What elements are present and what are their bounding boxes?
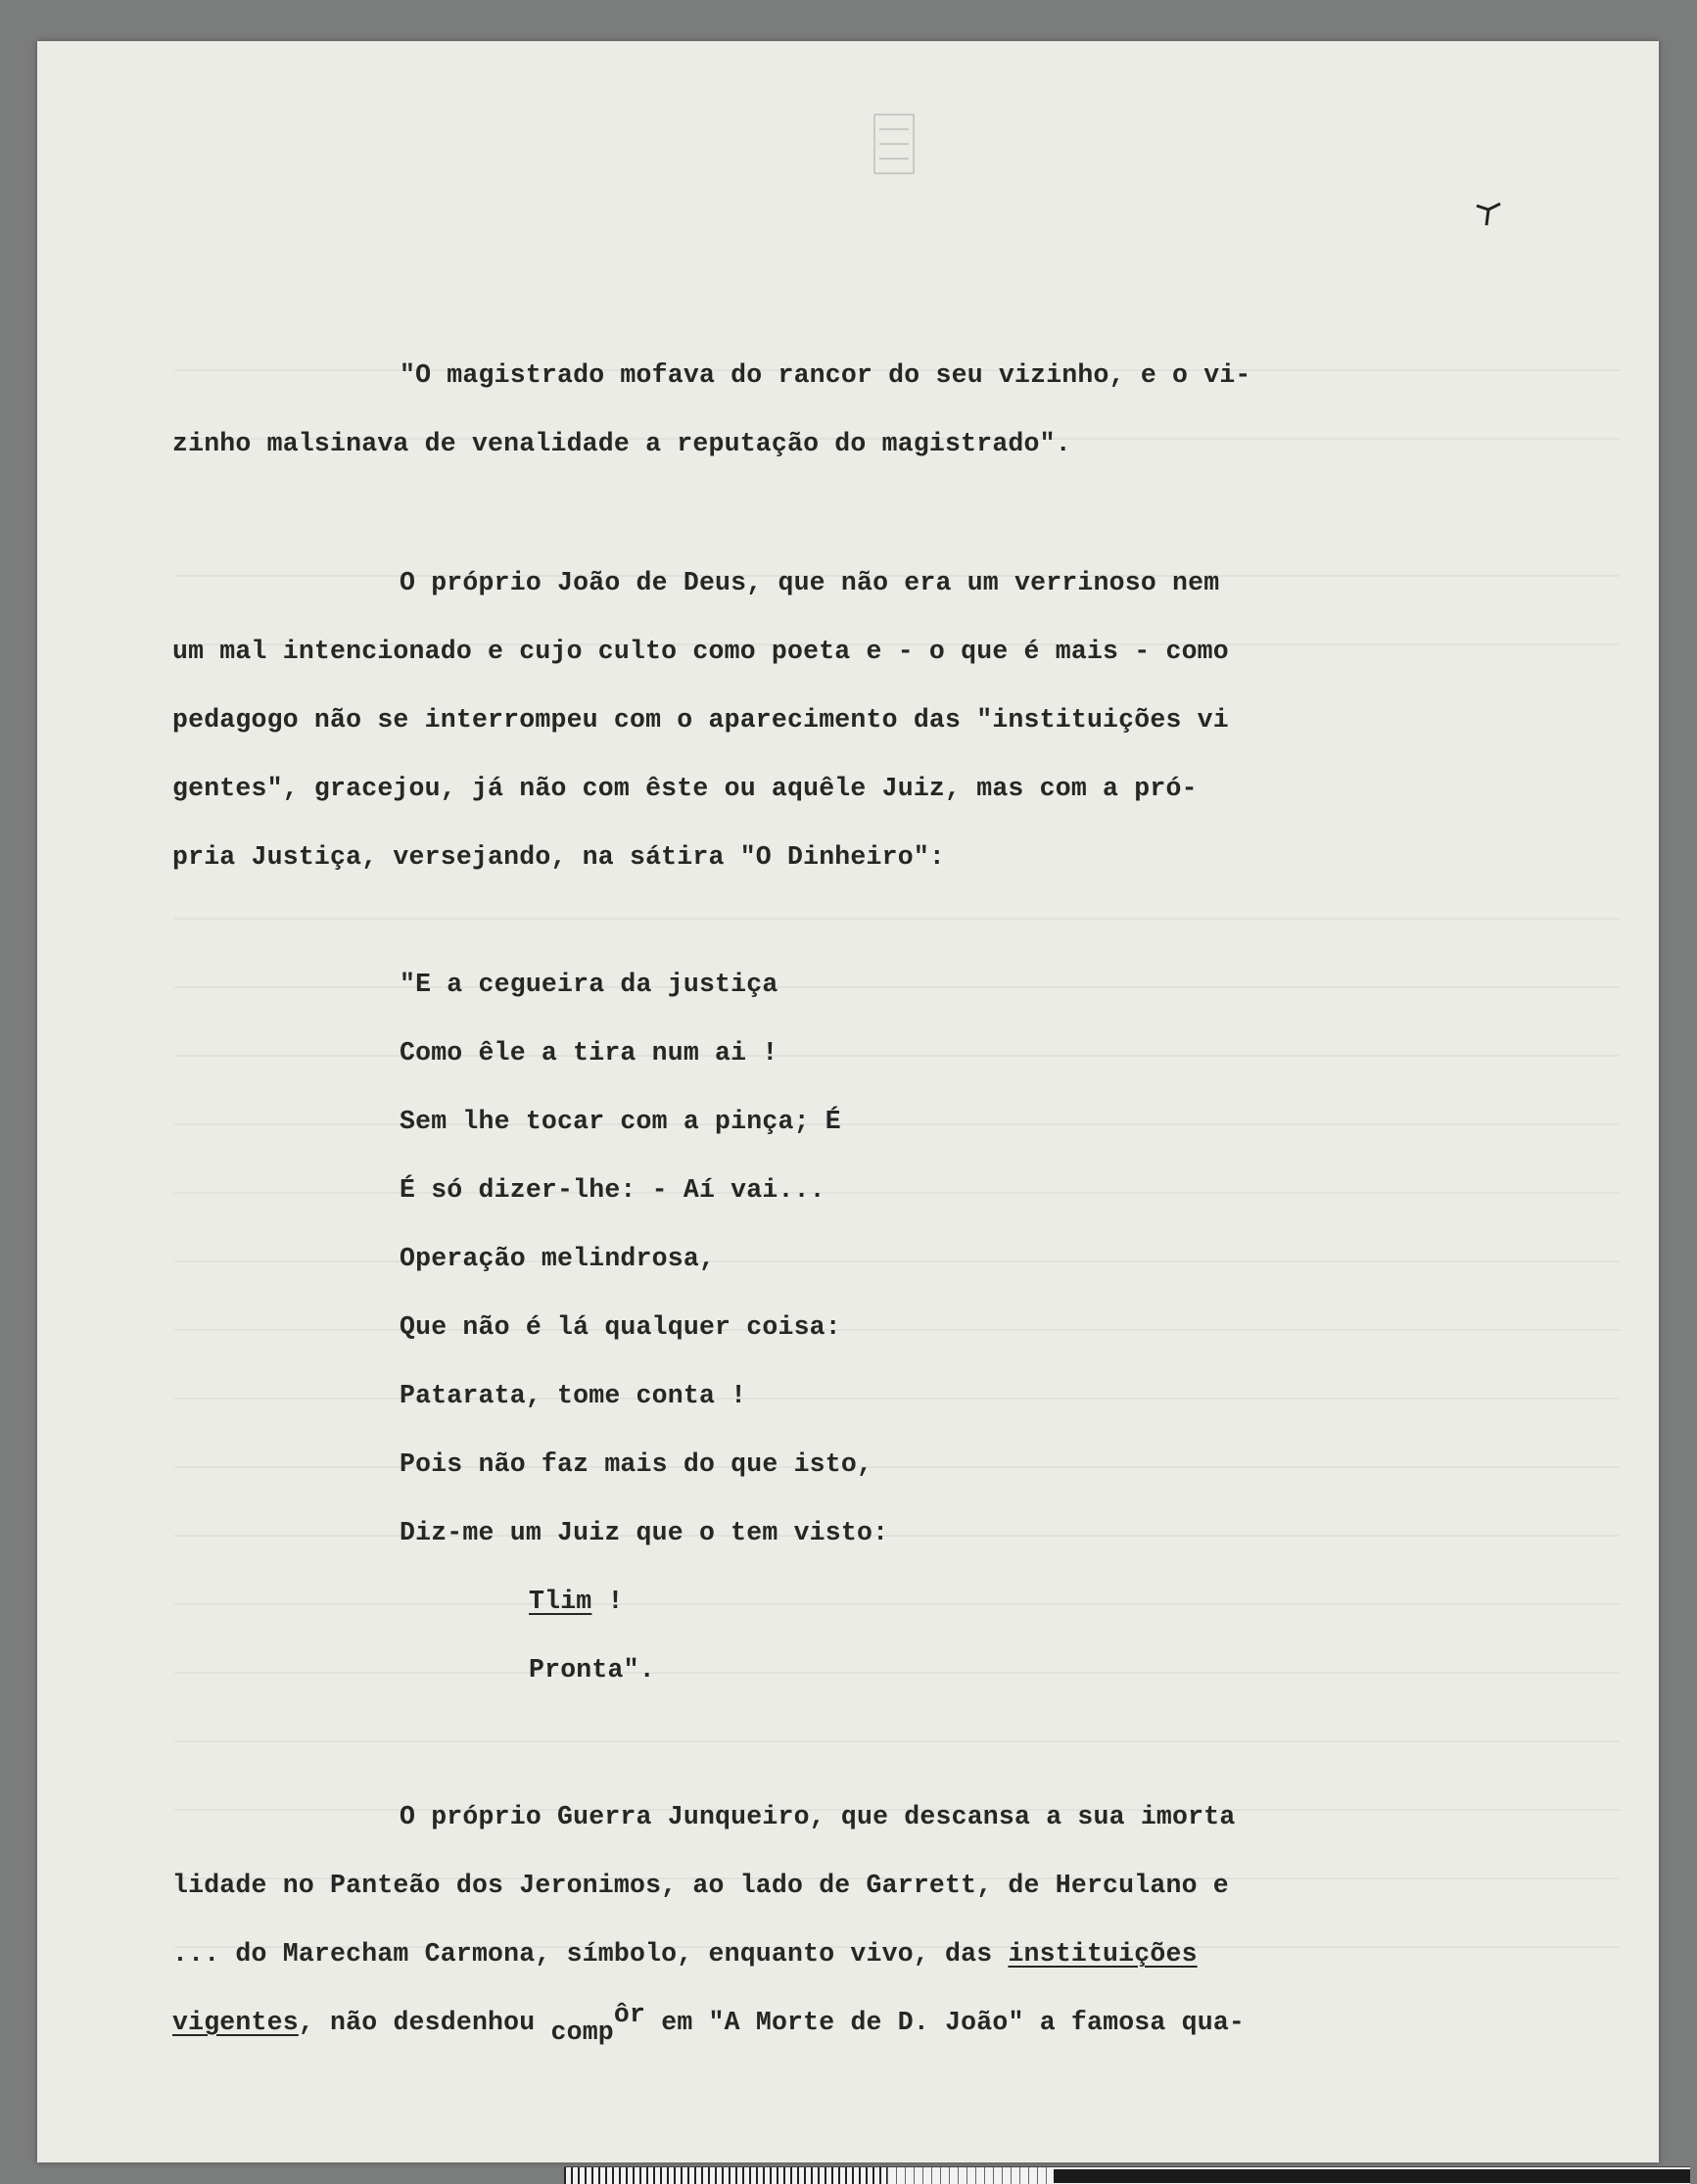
- calibration-ruler: [564, 2166, 1690, 2184]
- poem-line: Operação melindrosa,: [400, 1244, 716, 1273]
- underlined-phrase: vigentes: [172, 2008, 299, 2037]
- poem-line: "E a cegueira da justiça: [400, 970, 778, 999]
- subscript-fragment: comp: [550, 2018, 614, 2047]
- text-line: lidade no Panteão dos Jeronimos, ao lado de Garrett, de Herculano e: [172, 1871, 1229, 1900]
- bleed-through-line: [174, 1260, 1620, 1262]
- poem-line: Sem lhe tocar com a pinça; É: [400, 1107, 841, 1136]
- seal-stamp-icon: [870, 110, 919, 178]
- text-line: [400, 1804, 1235, 1830]
- text-line: [172, 1941, 1198, 1968]
- poem-line: Como êle a tira num ai !: [400, 1038, 778, 1068]
- pen-mark-icon: [1475, 200, 1502, 227]
- ruler-fine-ticks: [887, 2167, 1054, 2184]
- text-fragment: O próprio Guerra Junqueiro, que descansa a sua imorta: [400, 1802, 1236, 1831]
- text-fragment: !: [591, 1587, 624, 1616]
- text-fragment: , não desdenhou: [298, 2008, 551, 2037]
- poem-line: Que não é lá qualquer coisa:: [400, 1312, 841, 1342]
- bleed-through-line: [174, 1192, 1620, 1194]
- text-fragment: em "A Morte de D. João" a famosa qua-: [645, 2008, 1246, 2037]
- text-line: um mal intencionado e cujo culto como poeta e - o que é mais - como: [172, 637, 1229, 666]
- bleed-through-line: [174, 1398, 1620, 1400]
- underlined-word: Tlim: [529, 1587, 592, 1616]
- bleed-through-line: [174, 1466, 1620, 1468]
- bleed-through-line: [174, 1329, 1620, 1331]
- text-line: pria Justiça, versejando, na sátira "O Dinheiro":: [172, 842, 946, 872]
- poem-line: Pois não faz mais do que isto,: [400, 1449, 873, 1479]
- bleed-through-line: [174, 1603, 1620, 1605]
- text-line: [172, 2000, 1246, 2047]
- bleed-through-line: [174, 1740, 1620, 1742]
- poem-line: Patarata, tome conta !: [400, 1381, 747, 1410]
- underlined-phrase: instituições: [1008, 1939, 1198, 1969]
- ruler-black-block: [1054, 2169, 1690, 2183]
- bleed-through-line: [174, 1123, 1620, 1125]
- superscript-fragment: ôr: [613, 2000, 646, 2029]
- bleed-through-line: [174, 918, 1620, 920]
- ruler-ticks: [564, 2167, 887, 2184]
- poem-line-pronta: Pronta".: [529, 1655, 655, 1685]
- poem-line: Diz-me um Juiz que o tem visto:: [400, 1518, 889, 1547]
- bleed-through-line: [174, 1672, 1620, 1674]
- bleed-through-line: [174, 986, 1620, 988]
- text-line: O próprio João de Deus, que não era um verrinoso nem: [400, 568, 1220, 597]
- text-line: "O magistrado mofava do rancor do seu vizinho, e o vi-: [400, 360, 1251, 390]
- poem-line: É só dizer-lhe: - Aí vai...: [400, 1175, 825, 1205]
- bleed-through-line: [174, 1535, 1620, 1537]
- bleed-through-line: [174, 1055, 1620, 1057]
- text-line: pedagogo não se interrompeu com o aparecimento das "instituições vi: [172, 705, 1229, 735]
- document-page: [37, 41, 1659, 2162]
- text-line: gentes", gracejou, já não com êste ou aquêle Juiz, mas com a pró-: [172, 774, 1198, 803]
- text-line: zinho malsinava de venalidade a reputação do magistrado".: [172, 429, 1071, 458]
- text-fragment: ... do Marecham Carmona, símbolo, enquanto vivo, das: [172, 1939, 1009, 1969]
- poem-line-tlim: [529, 1589, 624, 1615]
